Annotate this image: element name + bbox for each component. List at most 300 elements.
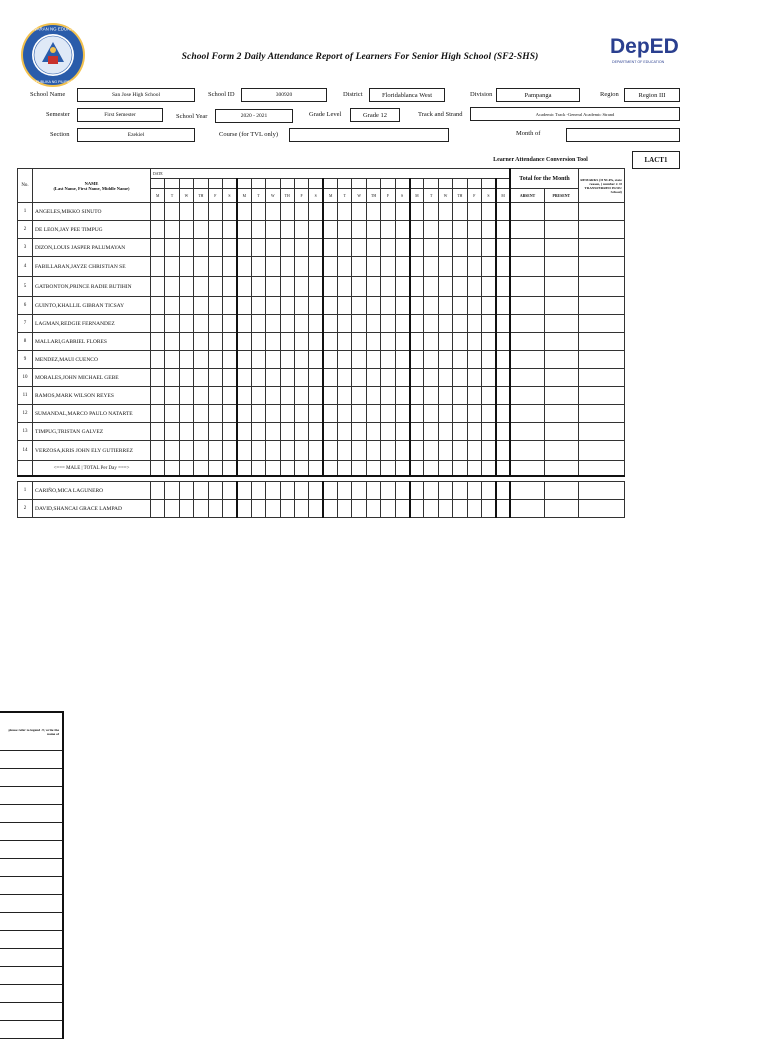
attendance-cell[interactable] — [309, 333, 323, 351]
attendance-cell[interactable] — [165, 351, 179, 369]
attendance-cell[interactable] — [424, 500, 438, 518]
attendance-cell[interactable] — [323, 482, 337, 500]
attendance-cell[interactable] — [395, 203, 409, 221]
attendance-cell[interactable] — [381, 297, 395, 315]
remarks-continuation-cell[interactable] — [0, 949, 63, 967]
attendance-cell[interactable] — [179, 500, 193, 518]
attendance-cell[interactable] — [366, 315, 380, 333]
absent-total-cell[interactable] — [510, 482, 544, 500]
remarks-cell[interactable] — [578, 257, 624, 277]
attendance-cell[interactable] — [381, 441, 395, 461]
attendance-cell[interactable] — [323, 203, 337, 221]
attendance-cell[interactable] — [424, 257, 438, 277]
section-field[interactable]: Ezekiel — [77, 128, 195, 142]
attendance-cell[interactable] — [266, 239, 280, 257]
attendance-cell[interactable] — [208, 351, 222, 369]
attendance-cell[interactable] — [323, 239, 337, 257]
attendance-cell[interactable] — [194, 257, 208, 277]
remarks-continuation-cell[interactable] — [0, 1003, 63, 1021]
attendance-cell[interactable] — [395, 257, 409, 277]
remarks-continuation-cell[interactable] — [0, 1021, 63, 1039]
attendance-cell[interactable] — [323, 257, 337, 277]
attendance-cell[interactable] — [251, 387, 265, 405]
remarks-cell[interactable] — [578, 239, 624, 257]
attendance-cell[interactable] — [438, 221, 452, 239]
attendance-cell[interactable] — [151, 405, 165, 423]
attendance-cell[interactable] — [323, 500, 337, 518]
attendance-cell[interactable] — [481, 351, 495, 369]
attendance-cell[interactable] — [338, 461, 352, 477]
attendance-cell[interactable] — [237, 297, 251, 315]
date-number-cell[interactable] — [453, 179, 467, 189]
attendance-cell[interactable] — [165, 333, 179, 351]
male-absent-total[interactable] — [510, 461, 544, 477]
attendance-cell[interactable] — [237, 239, 251, 257]
attendance-cell[interactable] — [338, 387, 352, 405]
attendance-cell[interactable] — [280, 333, 294, 351]
attendance-cell[interactable] — [237, 333, 251, 351]
attendance-cell[interactable] — [179, 387, 193, 405]
remarks-continuation-cell[interactable] — [0, 859, 63, 877]
conversion-tool-value[interactable]: LACT1 — [632, 151, 680, 169]
attendance-cell[interactable] — [381, 405, 395, 423]
attendance-cell[interactable] — [352, 351, 366, 369]
attendance-cell[interactable] — [151, 351, 165, 369]
attendance-cell[interactable] — [381, 257, 395, 277]
attendance-cell[interactable] — [438, 277, 452, 297]
attendance-cell[interactable] — [424, 351, 438, 369]
attendance-cell[interactable] — [309, 297, 323, 315]
present-total-cell[interactable] — [544, 500, 578, 518]
date-number-cell[interactable] — [323, 179, 337, 189]
attendance-cell[interactable] — [496, 257, 510, 277]
attendance-cell[interactable] — [424, 203, 438, 221]
present-total-cell[interactable] — [544, 239, 578, 257]
attendance-cell[interactable] — [194, 315, 208, 333]
attendance-cell[interactable] — [467, 405, 481, 423]
attendance-cell[interactable] — [151, 482, 165, 500]
attendance-cell[interactable] — [338, 239, 352, 257]
attendance-cell[interactable] — [237, 351, 251, 369]
attendance-cell[interactable] — [352, 423, 366, 441]
attendance-cell[interactable] — [395, 369, 409, 387]
attendance-cell[interactable] — [395, 277, 409, 297]
date-number-cell[interactable] — [481, 179, 495, 189]
attendance-cell[interactable] — [410, 387, 424, 405]
attendance-cell[interactable] — [151, 315, 165, 333]
date-number-cell[interactable] — [251, 179, 265, 189]
attendance-cell[interactable] — [251, 277, 265, 297]
attendance-cell[interactable] — [194, 221, 208, 239]
attendance-cell[interactable] — [251, 441, 265, 461]
attendance-cell[interactable] — [410, 351, 424, 369]
attendance-cell[interactable] — [179, 257, 193, 277]
attendance-cell[interactable] — [208, 277, 222, 297]
attendance-cell[interactable] — [410, 369, 424, 387]
present-total-cell[interactable] — [544, 333, 578, 351]
attendance-cell[interactable] — [467, 297, 481, 315]
attendance-cell[interactable] — [352, 315, 366, 333]
attendance-cell[interactable] — [467, 461, 481, 477]
attendance-cell[interactable] — [453, 315, 467, 333]
attendance-cell[interactable] — [352, 461, 366, 477]
attendance-cell[interactable] — [309, 351, 323, 369]
present-total-cell[interactable] — [544, 297, 578, 315]
attendance-cell[interactable] — [294, 405, 308, 423]
attendance-cell[interactable] — [194, 351, 208, 369]
attendance-cell[interactable] — [410, 461, 424, 477]
attendance-cell[interactable] — [165, 297, 179, 315]
attendance-cell[interactable] — [496, 500, 510, 518]
date-number-cell[interactable] — [208, 179, 222, 189]
attendance-cell[interactable] — [366, 221, 380, 239]
attendance-cell[interactable] — [165, 423, 179, 441]
present-total-cell[interactable] — [544, 221, 578, 239]
attendance-cell[interactable] — [381, 500, 395, 518]
attendance-cell[interactable] — [366, 369, 380, 387]
attendance-cell[interactable] — [467, 239, 481, 257]
attendance-cell[interactable] — [338, 351, 352, 369]
attendance-cell[interactable] — [424, 315, 438, 333]
attendance-cell[interactable] — [251, 315, 265, 333]
attendance-cell[interactable] — [481, 405, 495, 423]
attendance-cell[interactable] — [280, 405, 294, 423]
attendance-cell[interactable] — [323, 441, 337, 461]
attendance-cell[interactable] — [266, 203, 280, 221]
present-total-cell[interactable] — [544, 387, 578, 405]
attendance-cell[interactable] — [237, 500, 251, 518]
attendance-cell[interactable] — [366, 351, 380, 369]
attendance-cell[interactable] — [294, 351, 308, 369]
date-number-cell[interactable] — [438, 179, 452, 189]
attendance-cell[interactable] — [323, 277, 337, 297]
attendance-cell[interactable] — [151, 277, 165, 297]
attendance-cell[interactable] — [366, 441, 380, 461]
attendance-cell[interactable] — [151, 333, 165, 351]
attendance-cell[interactable] — [194, 203, 208, 221]
remarks-cell[interactable] — [578, 277, 624, 297]
attendance-cell[interactable] — [453, 405, 467, 423]
attendance-cell[interactable] — [381, 203, 395, 221]
attendance-cell[interactable] — [481, 297, 495, 315]
remarks-cell[interactable] — [578, 221, 624, 239]
remarks-cell[interactable] — [578, 405, 624, 423]
attendance-cell[interactable] — [366, 239, 380, 257]
attendance-cell[interactable] — [165, 405, 179, 423]
attendance-cell[interactable] — [395, 500, 409, 518]
attendance-cell[interactable] — [165, 461, 179, 477]
attendance-cell[interactable] — [208, 500, 222, 518]
attendance-cell[interactable] — [352, 482, 366, 500]
attendance-cell[interactable] — [438, 203, 452, 221]
present-total-cell[interactable] — [544, 315, 578, 333]
attendance-cell[interactable] — [410, 239, 424, 257]
attendance-cell[interactable] — [352, 369, 366, 387]
attendance-cell[interactable] — [280, 482, 294, 500]
present-total-cell[interactable] — [544, 423, 578, 441]
remarks-continuation-cell[interactable] — [0, 823, 63, 841]
attendance-cell[interactable] — [338, 203, 352, 221]
absent-total-cell[interactable] — [510, 315, 544, 333]
date-number-cell[interactable] — [237, 179, 251, 189]
attendance-cell[interactable] — [179, 461, 193, 477]
attendance-cell[interactable] — [438, 315, 452, 333]
attendance-cell[interactable] — [208, 221, 222, 239]
attendance-cell[interactable] — [266, 423, 280, 441]
attendance-cell[interactable] — [467, 351, 481, 369]
attendance-cell[interactable] — [438, 351, 452, 369]
attendance-cell[interactable] — [453, 203, 467, 221]
date-number-cell[interactable] — [381, 179, 395, 189]
attendance-cell[interactable] — [381, 423, 395, 441]
attendance-cell[interactable] — [467, 277, 481, 297]
attendance-cell[interactable] — [338, 405, 352, 423]
attendance-cell[interactable] — [208, 387, 222, 405]
attendance-cell[interactable] — [294, 203, 308, 221]
attendance-cell[interactable] — [237, 369, 251, 387]
attendance-cell[interactable] — [151, 297, 165, 315]
attendance-cell[interactable] — [280, 500, 294, 518]
district-field[interactable]: Floridablanca West — [369, 88, 445, 102]
attendance-cell[interactable] — [208, 482, 222, 500]
attendance-cell[interactable] — [410, 203, 424, 221]
attendance-cell[interactable] — [194, 441, 208, 461]
attendance-cell[interactable] — [338, 277, 352, 297]
attendance-cell[interactable] — [496, 461, 510, 477]
attendance-cell[interactable] — [453, 277, 467, 297]
attendance-cell[interactable] — [496, 203, 510, 221]
attendance-cell[interactable] — [453, 387, 467, 405]
attendance-cell[interactable] — [151, 203, 165, 221]
absent-total-cell[interactable] — [510, 297, 544, 315]
attendance-cell[interactable] — [294, 441, 308, 461]
attendance-cell[interactable] — [496, 387, 510, 405]
attendance-cell[interactable] — [438, 500, 452, 518]
attendance-cell[interactable] — [309, 461, 323, 477]
attendance-cell[interactable] — [208, 405, 222, 423]
attendance-cell[interactable] — [294, 315, 308, 333]
attendance-cell[interactable] — [481, 500, 495, 518]
attendance-cell[interactable] — [222, 351, 236, 369]
attendance-cell[interactable] — [481, 277, 495, 297]
absent-total-cell[interactable] — [510, 277, 544, 297]
attendance-cell[interactable] — [496, 315, 510, 333]
attendance-cell[interactable] — [366, 297, 380, 315]
attendance-cell[interactable] — [481, 221, 495, 239]
attendance-cell[interactable] — [266, 405, 280, 423]
attendance-cell[interactable] — [280, 221, 294, 239]
date-number-cell[interactable] — [151, 179, 165, 189]
present-total-cell[interactable] — [544, 369, 578, 387]
attendance-cell[interactable] — [309, 423, 323, 441]
attendance-cell[interactable] — [208, 239, 222, 257]
attendance-cell[interactable] — [151, 387, 165, 405]
attendance-cell[interactable] — [481, 423, 495, 441]
school-name-field[interactable]: San Jose High School — [77, 88, 195, 102]
remarks-cell[interactable] — [578, 500, 624, 518]
attendance-cell[interactable] — [338, 257, 352, 277]
attendance-cell[interactable] — [467, 387, 481, 405]
attendance-cell[interactable] — [222, 333, 236, 351]
male-present-total[interactable] — [544, 461, 578, 477]
attendance-cell[interactable] — [467, 203, 481, 221]
attendance-cell[interactable] — [280, 315, 294, 333]
attendance-cell[interactable] — [179, 441, 193, 461]
attendance-cell[interactable] — [481, 333, 495, 351]
attendance-cell[interactable] — [352, 203, 366, 221]
attendance-cell[interactable] — [165, 387, 179, 405]
attendance-cell[interactable] — [496, 482, 510, 500]
attendance-cell[interactable] — [438, 405, 452, 423]
attendance-cell[interactable] — [338, 297, 352, 315]
attendance-cell[interactable] — [496, 277, 510, 297]
attendance-cell[interactable] — [395, 482, 409, 500]
date-number-cell[interactable] — [222, 179, 236, 189]
attendance-cell[interactable] — [309, 369, 323, 387]
attendance-cell[interactable] — [323, 461, 337, 477]
attendance-cell[interactable] — [251, 423, 265, 441]
school-id-field[interactable]: 300920 — [241, 88, 327, 102]
attendance-cell[interactable] — [237, 257, 251, 277]
attendance-cell[interactable] — [222, 257, 236, 277]
attendance-cell[interactable] — [496, 333, 510, 351]
date-number-cell[interactable] — [467, 179, 481, 189]
attendance-cell[interactable] — [395, 297, 409, 315]
remarks-cell[interactable] — [578, 297, 624, 315]
attendance-cell[interactable] — [194, 277, 208, 297]
attendance-cell[interactable] — [381, 387, 395, 405]
attendance-cell[interactable] — [179, 423, 193, 441]
attendance-cell[interactable] — [309, 221, 323, 239]
attendance-cell[interactable] — [151, 423, 165, 441]
attendance-cell[interactable] — [381, 221, 395, 239]
attendance-cell[interactable] — [280, 257, 294, 277]
attendance-cell[interactable] — [237, 221, 251, 239]
attendance-cell[interactable] — [424, 239, 438, 257]
attendance-cell[interactable] — [280, 277, 294, 297]
attendance-cell[interactable] — [237, 461, 251, 477]
remarks-continuation-cell[interactable] — [0, 805, 63, 823]
attendance-cell[interactable] — [151, 239, 165, 257]
attendance-cell[interactable] — [222, 277, 236, 297]
attendance-cell[interactable] — [352, 405, 366, 423]
remarks-cell[interactable] — [578, 333, 624, 351]
attendance-cell[interactable] — [309, 387, 323, 405]
attendance-cell[interactable] — [453, 239, 467, 257]
attendance-cell[interactable] — [496, 351, 510, 369]
date-number-cell[interactable] — [294, 179, 308, 189]
attendance-cell[interactable] — [194, 405, 208, 423]
attendance-cell[interactable] — [438, 297, 452, 315]
remarks-continuation-cell[interactable] — [0, 751, 63, 769]
date-number-cell[interactable] — [194, 179, 208, 189]
attendance-cell[interactable] — [179, 315, 193, 333]
attendance-cell[interactable] — [481, 387, 495, 405]
attendance-cell[interactable] — [237, 203, 251, 221]
attendance-cell[interactable] — [294, 387, 308, 405]
attendance-cell[interactable] — [266, 500, 280, 518]
attendance-cell[interactable] — [165, 239, 179, 257]
attendance-cell[interactable] — [194, 239, 208, 257]
attendance-cell[interactable] — [294, 333, 308, 351]
attendance-cell[interactable] — [251, 221, 265, 239]
attendance-cell[interactable] — [237, 405, 251, 423]
region-field[interactable]: Region III — [624, 88, 680, 102]
attendance-cell[interactable] — [323, 297, 337, 315]
attendance-cell[interactable] — [338, 221, 352, 239]
attendance-cell[interactable] — [366, 500, 380, 518]
attendance-cell[interactable] — [266, 315, 280, 333]
attendance-cell[interactable] — [496, 405, 510, 423]
absent-total-cell[interactable] — [510, 333, 544, 351]
absent-total-cell[interactable] — [510, 203, 544, 221]
attendance-cell[interactable] — [410, 405, 424, 423]
attendance-cell[interactable] — [294, 221, 308, 239]
attendance-cell[interactable] — [194, 461, 208, 477]
school-year-field[interactable]: 2020 - 2021 — [215, 109, 293, 123]
attendance-cell[interactable] — [366, 257, 380, 277]
absent-total-cell[interactable] — [510, 405, 544, 423]
attendance-cell[interactable] — [438, 239, 452, 257]
attendance-cell[interactable] — [467, 441, 481, 461]
attendance-cell[interactable] — [266, 441, 280, 461]
attendance-cell[interactable] — [424, 387, 438, 405]
attendance-cell[interactable] — [309, 405, 323, 423]
attendance-cell[interactable] — [179, 405, 193, 423]
attendance-cell[interactable] — [453, 297, 467, 315]
attendance-cell[interactable] — [280, 297, 294, 315]
attendance-cell[interactable] — [453, 500, 467, 518]
attendance-cell[interactable] — [410, 297, 424, 315]
attendance-cell[interactable] — [280, 387, 294, 405]
attendance-cell[interactable] — [222, 369, 236, 387]
attendance-cell[interactable] — [352, 297, 366, 315]
attendance-cell[interactable] — [424, 333, 438, 351]
attendance-cell[interactable] — [237, 441, 251, 461]
attendance-cell[interactable] — [366, 423, 380, 441]
date-number-cell[interactable] — [366, 179, 380, 189]
attendance-cell[interactable] — [165, 369, 179, 387]
remarks-cell[interactable] — [578, 387, 624, 405]
attendance-cell[interactable] — [352, 441, 366, 461]
attendance-cell[interactable] — [424, 221, 438, 239]
attendance-cell[interactable] — [395, 461, 409, 477]
attendance-cell[interactable] — [208, 315, 222, 333]
attendance-cell[interactable] — [467, 333, 481, 351]
attendance-cell[interactable] — [165, 441, 179, 461]
attendance-cell[interactable] — [222, 239, 236, 257]
attendance-cell[interactable] — [165, 277, 179, 297]
attendance-cell[interactable] — [194, 333, 208, 351]
attendance-cell[interactable] — [165, 482, 179, 500]
attendance-cell[interactable] — [496, 423, 510, 441]
attendance-cell[interactable] — [453, 221, 467, 239]
attendance-cell[interactable] — [165, 221, 179, 239]
attendance-cell[interactable] — [323, 423, 337, 441]
date-number-cell[interactable] — [179, 179, 193, 189]
attendance-cell[interactable] — [222, 405, 236, 423]
attendance-cell[interactable] — [179, 351, 193, 369]
attendance-cell[interactable] — [438, 257, 452, 277]
attendance-cell[interactable] — [481, 315, 495, 333]
attendance-cell[interactable] — [309, 500, 323, 518]
attendance-cell[interactable] — [395, 387, 409, 405]
present-total-cell[interactable] — [544, 277, 578, 297]
attendance-cell[interactable] — [251, 369, 265, 387]
attendance-cell[interactable] — [280, 203, 294, 221]
date-number-cell[interactable] — [352, 179, 366, 189]
attendance-cell[interactable] — [151, 461, 165, 477]
